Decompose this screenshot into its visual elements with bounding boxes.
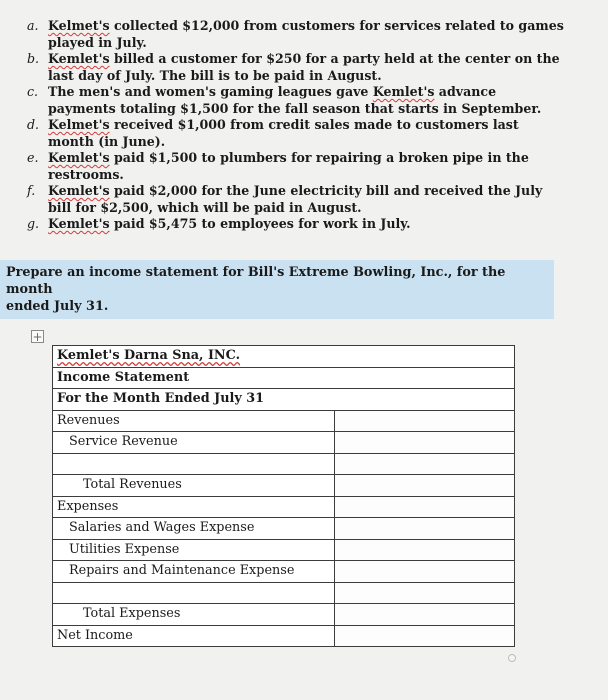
- net-income-cell[interactable]: Net Income: [53, 625, 335, 647]
- prompt-line-2: ended July 31.: [6, 299, 109, 314]
- transaction-pretext: The men's and women's gaming leagues gave: [48, 84, 373, 99]
- transaction-d: [0, 117, 608, 150]
- amount-cell[interactable]: [335, 625, 515, 647]
- table-row: [53, 539, 515, 561]
- company-name: Kelmet's: [48, 18, 110, 33]
- amount-cell[interactable]: [335, 518, 515, 540]
- item-marker: f.: [27, 183, 36, 198]
- table-row: [53, 496, 515, 518]
- blank-label-cell[interactable]: [53, 453, 335, 475]
- item-marker: e.: [27, 150, 39, 165]
- transaction-text: billed a customer for $250 for a party held at the center on the last day of July. The bill is to be paid in August.: [48, 51, 560, 83]
- amount-cell[interactable]: [335, 432, 515, 454]
- transaction-g: [0, 216, 608, 233]
- amount-cell[interactable]: [335, 496, 515, 518]
- amount-cell[interactable]: [335, 561, 515, 583]
- header-row-title: [53, 367, 515, 389]
- transaction-e: [0, 150, 608, 183]
- transaction-text: collected $12,000 from customers for services related to games played in July.: [48, 18, 564, 50]
- repairs-expense-cell[interactable]: Repairs and Maintenance Expense: [53, 561, 335, 583]
- amount-cell[interactable]: [335, 604, 515, 626]
- prompt-line-1: Prepare an income statement for Bill's Extreme Bowling, Inc., for the month: [6, 265, 506, 297]
- amount-cell[interactable]: [335, 453, 515, 475]
- table-move-handle-icon[interactable]: +: [32, 330, 43, 344]
- transaction-text: paid $2,000 for the June electricity bill and received the July bill for $2,500, which will be paid in August.: [48, 183, 543, 215]
- salaries-expense-cell[interactable]: Salaries and Wages Expense: [53, 518, 335, 540]
- company-name: Kemlet's: [48, 150, 110, 165]
- company-name: Kemlet's: [48, 183, 110, 198]
- table-row: [53, 518, 515, 540]
- service-revenue-cell[interactable]: Service Revenue: [53, 432, 335, 454]
- total-revenues-cell[interactable]: Total Revenues: [53, 475, 335, 497]
- transaction-text: paid $5,475 to employees for work in July.: [109, 216, 411, 231]
- item-marker: g.: [27, 216, 40, 231]
- income-statement-table: [52, 345, 515, 647]
- period-cell[interactable]: For the Month Ended July 31: [53, 389, 515, 411]
- table-row: [53, 453, 515, 475]
- table-row: [53, 561, 515, 583]
- header-row-company: [53, 346, 515, 368]
- company-cell[interactable]: Kemlet's Darna Sna, INC.: [53, 346, 515, 368]
- company-name: Kemlet's: [48, 216, 110, 231]
- transaction-list: [0, 18, 608, 233]
- company-name: Kelmet's: [48, 117, 110, 132]
- transaction-text: advance payments totaling $1,500 for the fall season that starts in September.: [48, 84, 542, 116]
- utilities-expense-cell[interactable]: Utilities Expense: [53, 539, 335, 561]
- table-row: [53, 625, 515, 647]
- transaction-text: received $1,000 from credit sales made to customers last month (in June).: [48, 117, 519, 149]
- amount-cell[interactable]: [335, 410, 515, 432]
- revenues-label-cell[interactable]: Revenues: [53, 410, 335, 432]
- table-resize-handle-icon[interactable]: [508, 654, 516, 662]
- item-marker: c.: [27, 84, 39, 99]
- header-row-period: [53, 389, 515, 411]
- item-marker: b.: [27, 51, 40, 66]
- table-row: [53, 410, 515, 432]
- transaction-a: [0, 18, 608, 51]
- amount-cell[interactable]: [335, 539, 515, 561]
- company-name: Kemlet's: [48, 51, 110, 66]
- transaction-c: [0, 84, 608, 117]
- item-marker: a.: [27, 18, 39, 33]
- total-expenses-cell[interactable]: Total Expenses: [53, 604, 335, 626]
- table-row: [53, 604, 515, 626]
- table-row: [53, 432, 515, 454]
- amount-cell[interactable]: [335, 475, 515, 497]
- transaction-b: [0, 51, 608, 84]
- transaction-text: paid $1,500 to plumbers for repairing a broken pipe in the restrooms.: [48, 150, 529, 182]
- company-name: Kemlet's: [372, 84, 435, 99]
- expenses-label-cell[interactable]: Expenses: [53, 496, 335, 518]
- question-prompt: [0, 260, 554, 319]
- blank-label-cell[interactable]: [53, 582, 335, 604]
- table-row: [53, 475, 515, 497]
- amount-cell[interactable]: [335, 582, 515, 604]
- item-marker: d.: [27, 117, 40, 132]
- transaction-f: [0, 183, 608, 216]
- title-cell[interactable]: Income Statement: [53, 367, 515, 389]
- table-row: [53, 582, 515, 604]
